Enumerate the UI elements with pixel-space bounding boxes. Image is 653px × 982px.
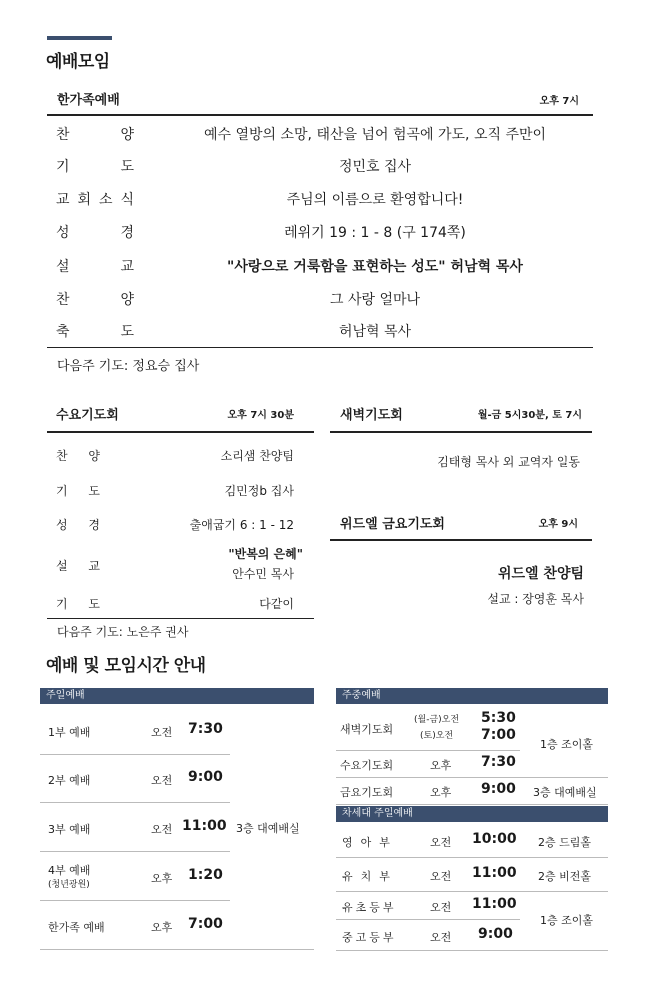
label-char: 기 (56, 484, 68, 498)
friday-title: 위드엘 금요기도회 (340, 517, 445, 532)
wednesday-value: 출애굽기 6 : 1 - 12 (189, 518, 294, 532)
schedule-row (336, 778, 608, 805)
friday-team: 위드엘 찬양팀 (497, 566, 584, 582)
label-char: 식 (120, 192, 134, 208)
schedule-row (336, 824, 608, 858)
next-prayer: 다음주 기도: 정요승 집사 (57, 359, 200, 374)
sermon-title: "사랑으로 거룩함을 표현하는 성도" 허남혁 목사 (227, 259, 523, 275)
label-char: 양 (120, 127, 134, 143)
schedule-row (40, 706, 230, 755)
service-ampm: 오후 (151, 872, 173, 885)
wednesday-label (56, 516, 100, 533)
label-char: 축 (56, 324, 70, 340)
label-char: 설 (56, 559, 68, 573)
section-title: 예배모임 (46, 52, 110, 72)
program-row (47, 181, 593, 213)
label-char: 경 (120, 225, 134, 241)
label-char: 설 (56, 259, 70, 275)
program-row (47, 248, 593, 280)
service-name: 1부 예배 (48, 726, 91, 739)
program-label (56, 289, 134, 309)
service-time: 10:00 (472, 831, 517, 847)
service-name: 2부 예배 (48, 774, 91, 787)
label-char: 양 (88, 449, 100, 463)
service-ampm: 오전 (430, 870, 452, 883)
service-name: 금요기도회 (340, 786, 394, 799)
label-char: 경 (88, 518, 100, 532)
divider (47, 347, 593, 348)
family-service-time: 오후 7시 (539, 96, 579, 107)
weekday-location: 1층 조이홀 (540, 738, 593, 751)
wednesday-label (56, 595, 100, 612)
service-time: 11:00 (472, 865, 517, 881)
program-row (47, 214, 593, 246)
service-ampm: 오전 (151, 823, 173, 836)
friday-time: 오후 9시 (538, 519, 578, 530)
schedule-row (336, 706, 520, 751)
service-time: 5:30 (481, 710, 516, 726)
schedule-row (40, 755, 230, 803)
program-value: 예수 열방의 소망, 태산을 넘어 험곡에 가도, 오직 주만이 (203, 127, 547, 143)
schedule-row (336, 892, 520, 920)
dawn-header (330, 399, 592, 433)
nextgen-band: 차세대 주일예배 (336, 806, 608, 822)
wednesday-label (56, 557, 100, 574)
service-time: 7:00 (188, 916, 223, 932)
service-ampm: 오후 (430, 786, 452, 799)
wednesday-preacher: 안수민 목사 (232, 567, 294, 581)
dawn-time: 월-금 5시30분, 토 7시 (477, 410, 582, 421)
wednesday-value: 김민정b 집사 (224, 484, 294, 498)
family-service-header (47, 86, 593, 116)
service-ampm: 오전 (430, 901, 452, 914)
label-char: 성 (56, 518, 68, 532)
program-row (47, 313, 593, 345)
service-ampm: 오후 (151, 921, 173, 934)
service-location: 2층 드림홀 (538, 836, 591, 849)
service-ampm: 오전 (151, 726, 173, 739)
nextgen-location: 1층 조이홀 (540, 914, 593, 927)
service-ampm: 오후 (430, 759, 452, 772)
program-row (47, 116, 593, 148)
service-time: 11:00 (472, 896, 517, 912)
label-char: 교 (120, 259, 134, 275)
wednesday-sermon-title: "반복의 은혜" (228, 547, 303, 561)
service-subname: (청년광원) (48, 880, 90, 890)
label-char: 찬 (56, 127, 70, 143)
wednesday-label (56, 447, 100, 464)
next-prayer-wednesday: 다음주 기도: 노은주 권사 (57, 625, 189, 639)
schedule-title: 예배 및 모임시간 안내 (46, 656, 206, 676)
service-location: 3층 대예배실 (533, 786, 597, 799)
schedule-row (336, 751, 520, 778)
program-value: 주님의 이름으로 환영합니다! (286, 192, 464, 208)
title-accent-bar (47, 36, 112, 40)
sunday-band: 주일예배 (40, 688, 314, 704)
wednesday-header (47, 399, 314, 433)
divider (47, 618, 314, 619)
service-ampm: 오전 (430, 931, 452, 944)
label-char: 도 (88, 597, 100, 611)
dept-name: 유치부 (342, 870, 398, 883)
program-row (47, 281, 593, 313)
wednesday-value: 다같이 (259, 597, 294, 611)
program-label (56, 189, 134, 209)
divider (520, 777, 608, 778)
program-label (56, 321, 134, 341)
schedule-row (336, 858, 608, 892)
label-char: 기 (56, 597, 68, 611)
program-value: 허남혁 목사 (338, 324, 412, 340)
program-label (56, 256, 134, 276)
label-char: 교 (56, 192, 70, 208)
service-time: 7:30 (188, 721, 223, 737)
service-time: 9:00 (188, 769, 223, 785)
dept-name: 영아부 (342, 836, 398, 849)
wednesday-time: 오후 7시 30분 (227, 410, 294, 421)
service-ampm: 오전 (151, 774, 173, 787)
service-time: 7:30 (481, 754, 516, 770)
service-name: 새벽기도회 (340, 723, 394, 736)
program-value: 레위기 19 : 1 - 8 (구 174쪽) (284, 225, 466, 241)
schedule-row (40, 852, 230, 901)
label-char: 도 (120, 324, 134, 340)
dawn-leader: 김태형 목사 외 교역자 일동 (437, 455, 580, 469)
program-row (47, 148, 593, 180)
service-time: 11:00 (182, 818, 227, 834)
label-char: 도 (88, 484, 100, 498)
label-char: 양 (120, 292, 134, 308)
service-ampm: (토)오전 (420, 731, 454, 741)
schedule-row (40, 901, 314, 950)
label-char: 기 (56, 159, 70, 175)
wednesday-title: 수요기도회 (56, 408, 119, 423)
service-name: 수요기도회 (340, 759, 394, 772)
service-name: 4부 예배 (48, 864, 91, 877)
dept-name: 중고등부 (342, 931, 397, 944)
program-label (56, 124, 134, 144)
friday-preacher: 설교 : 장영훈 목사 (487, 592, 584, 606)
family-service-title: 한가족예배 (57, 93, 120, 108)
label-char: 찬 (56, 449, 68, 463)
label-char: 회 (77, 192, 92, 208)
service-name: 3부 예배 (48, 823, 91, 836)
service-time: 1:20 (188, 867, 223, 883)
service-location: 2층 비전홀 (538, 870, 591, 883)
label-char: 찬 (56, 292, 70, 308)
label-char: 교 (88, 559, 100, 573)
program-value: 정민호 집사 (338, 159, 412, 175)
label-char: 성 (56, 225, 70, 241)
label-char: 도 (120, 159, 134, 175)
wednesday-value: 소리샘 찬양팀 (220, 449, 294, 463)
service-ampm: 오전 (430, 836, 452, 849)
service-name: 한가족 예배 (48, 921, 105, 934)
label-char: 소 (98, 192, 113, 208)
wednesday-label (56, 482, 100, 499)
dawn-title: 새벽기도회 (340, 408, 403, 423)
weekday-band: 주중예배 (336, 688, 608, 704)
sunday-location: 3층 대예배실 (236, 822, 300, 835)
program-label (56, 222, 134, 242)
service-time: 7:00 (481, 727, 516, 743)
friday-header (330, 509, 592, 541)
schedule-row (40, 803, 230, 852)
dept-name: 유초등부 (342, 901, 397, 914)
service-time: 9:00 (478, 926, 513, 942)
service-time: 9:00 (481, 781, 516, 797)
service-ampm: (월-금)오전 (414, 715, 460, 725)
program-label (56, 156, 134, 176)
program-value: 그 사랑 얼마나 (329, 292, 421, 308)
